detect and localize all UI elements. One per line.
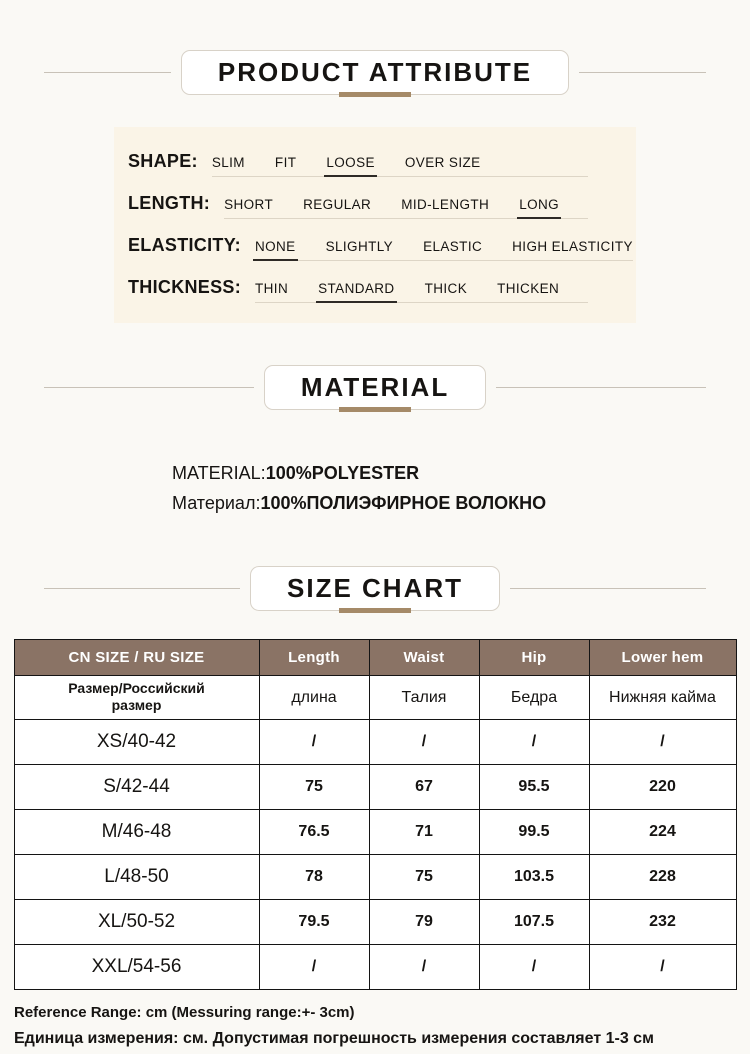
size-label-cell: L/48-50: [14, 855, 259, 900]
size-table-subheader-cell: [369, 676, 479, 720]
attribute-label: ELASTICITY:: [128, 235, 241, 255]
size-table-row: [14, 855, 736, 900]
material-value: 100%ПОЛИЭФИРНОЕ ВОЛОКНО: [260, 493, 547, 513]
size-label-cell: M/46-48: [14, 810, 259, 855]
title-accent-bar: [339, 407, 411, 412]
decorative-line-right: [579, 72, 706, 73]
size-table-subheader-row: [14, 676, 736, 720]
attribute-option: SLIGHTLY: [325, 239, 394, 254]
attribute-row: [128, 269, 588, 311]
attribute-option: THICKEN: [497, 281, 560, 296]
size-table-header-cell: Waist: [369, 640, 479, 676]
size-table-row: [14, 765, 736, 810]
subheader-text: Бедра: [510, 688, 558, 706]
size-chart-title-box: [250, 566, 500, 611]
attribute-options: [255, 239, 633, 261]
size-label-cell: XS/40-42: [14, 720, 259, 765]
material-label: Материал:: [172, 493, 261, 513]
size-value-cell: /: [479, 945, 589, 990]
size-table-subheader-cell: [259, 676, 369, 720]
subheader-text: Нижняя кайма: [609, 688, 716, 706]
material-title-box: [264, 365, 486, 410]
subheader-text: Талия: [401, 688, 447, 706]
product-attribute-title: PRODUCT ATTRIBUTE: [217, 57, 533, 87]
attribute-option: THIN: [255, 281, 289, 296]
size-table-row: [14, 810, 736, 855]
material-value: 100%POLYESTER: [265, 463, 420, 483]
size-value-cell: 71: [369, 810, 479, 855]
measurement-note: Единица измерения: см. Допустимая погрешность измерения составляет 1-3 см: [14, 1030, 654, 1047]
attribute-option: THICK: [424, 281, 468, 296]
size-value-cell: 228: [589, 855, 736, 900]
material-title: MATERIAL: [300, 372, 450, 402]
size-table-header-row: [14, 640, 736, 676]
size-label-cell: XL/50-52: [14, 900, 259, 945]
size-value-cell: 99.5: [479, 810, 589, 855]
attribute-label: THICKNESS:: [128, 277, 242, 297]
size-table-row: [14, 720, 736, 765]
material-section-header: [0, 365, 750, 410]
product-attribute-panel: [114, 127, 636, 323]
size-value-cell: 78: [259, 855, 369, 900]
size-chart-section-header: [0, 566, 750, 611]
size-table-subheader-cell: [589, 676, 736, 720]
decorative-line-right: [510, 588, 706, 589]
size-table-subheader-cell: [479, 676, 589, 720]
attribute-option: SLIM: [211, 155, 245, 170]
size-label-cell: XXL/54-56: [14, 945, 259, 990]
size-value-cell: 79: [369, 900, 479, 945]
attribute-options: [224, 197, 588, 219]
attribute-option-selected: LONG: [519, 197, 560, 212]
size-value-cell: 103.5: [479, 855, 589, 900]
attribute-option: SHORT: [224, 197, 274, 212]
attribute-row: [128, 185, 588, 227]
attribute-options: [212, 155, 588, 177]
attribute-label: LENGTH:: [128, 193, 211, 213]
size-chart-title: SIZE CHART: [287, 573, 463, 603]
attribute-row: [128, 227, 633, 269]
size-value-cell: 76.5: [259, 810, 369, 855]
decorative-line-left: [44, 387, 254, 388]
size-value-cell: /: [589, 945, 736, 990]
size-value-cell: 107.5: [479, 900, 589, 945]
attribute-option: FIT: [274, 155, 297, 170]
subheader-text: Размер/Российский размер: [68, 680, 205, 713]
size-value-cell: 75: [369, 855, 479, 900]
attribute-option-selected: NONE: [254, 239, 296, 254]
attribute-option-selected: STANDARD: [318, 281, 395, 296]
size-value-cell: 224: [589, 810, 736, 855]
size-value-cell: 79.5: [259, 900, 369, 945]
decorative-line-left: [44, 588, 240, 589]
size-value-cell: 220: [589, 765, 736, 810]
size-table-header-cell: Lower hem: [589, 640, 736, 676]
size-value-cell: 232: [589, 900, 736, 945]
attribute-row: [128, 143, 588, 185]
material-label: MATERIAL:: [172, 463, 266, 483]
measurement-note: Reference Range: cm (Messuring range:+- 3cm): [14, 1004, 355, 1021]
attribute-options: [255, 281, 588, 303]
attribute-option: OVER SIZE: [404, 155, 481, 170]
size-value-cell: /: [589, 720, 736, 765]
size-table-header-cell: CN SIZE / RU SIZE: [14, 640, 259, 676]
size-value-cell: /: [369, 720, 479, 765]
subheader-text: длина: [291, 688, 337, 706]
size-value-cell: 67: [369, 765, 479, 810]
size-table-row: [14, 900, 736, 945]
title-accent-bar: [339, 608, 411, 613]
material-info: [172, 458, 750, 518]
measurement-notes: [14, 1004, 750, 1048]
attribute-option: HIGH ELASTICITY: [512, 239, 633, 254]
title-accent-bar: [339, 92, 411, 97]
size-value-cell: /: [479, 720, 589, 765]
size-table-subheader-cell: [14, 676, 259, 720]
attribute-option: MID-LENGTH: [401, 197, 490, 212]
size-value-cell: 75: [259, 765, 369, 810]
size-chart-table: [14, 639, 737, 990]
attribute-option-selected: LOOSE: [326, 155, 375, 170]
attribute-option: ELASTIC: [423, 239, 483, 254]
size-value-cell: /: [259, 945, 369, 990]
product-attribute-title-box: [181, 50, 569, 95]
size-label-cell: S/42-44: [14, 765, 259, 810]
decorative-line-right: [496, 387, 706, 388]
size-value-cell: /: [369, 945, 479, 990]
material-line: [172, 458, 750, 488]
attribute-label: SHAPE:: [128, 151, 198, 171]
size-table-header-cell: Length: [259, 640, 369, 676]
product-attribute-section-header: [0, 50, 750, 95]
attribute-option: REGULAR: [303, 197, 372, 212]
size-value-cell: 95.5: [479, 765, 589, 810]
size-table-row: [14, 945, 736, 990]
size-table-header-cell: Hip: [479, 640, 589, 676]
material-line: [172, 488, 750, 518]
decorative-line-left: [44, 72, 171, 73]
size-value-cell: /: [259, 720, 369, 765]
